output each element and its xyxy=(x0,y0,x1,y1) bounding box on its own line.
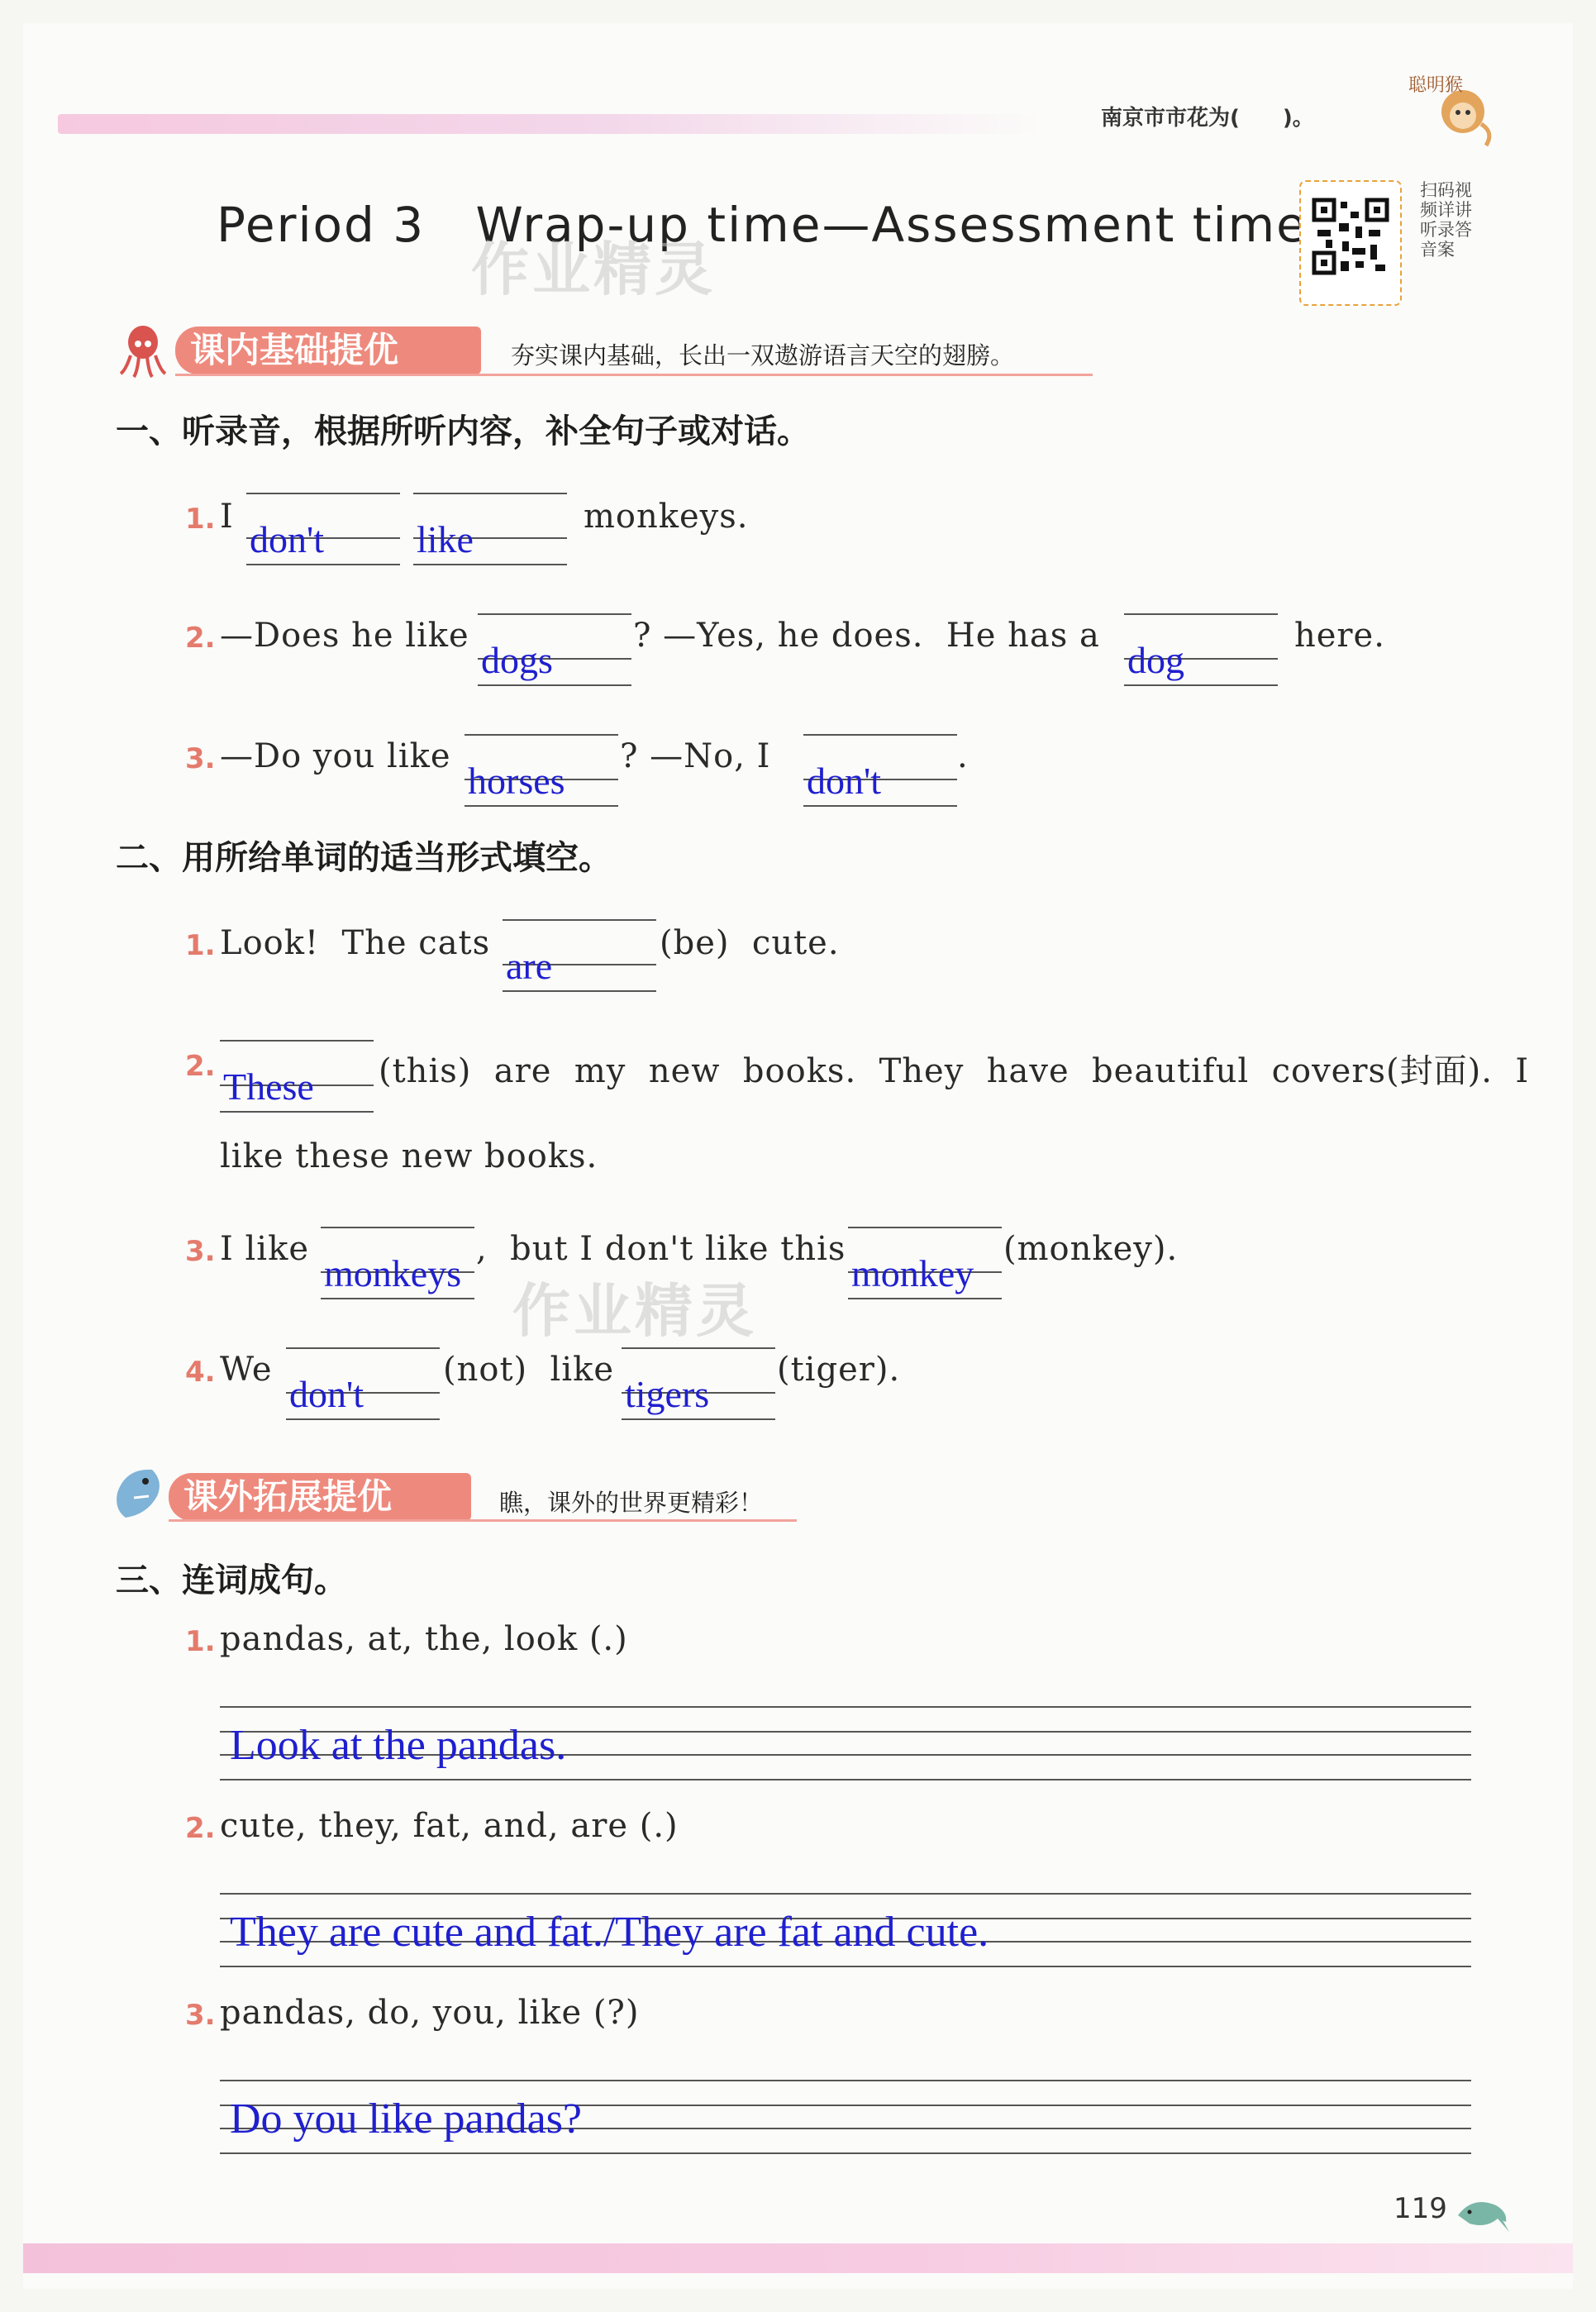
answer-blank[interactable] xyxy=(622,1347,775,1420)
question-number: 2. xyxy=(185,1812,216,1845)
filled-answer: don't xyxy=(807,760,882,802)
question-text: ? —Yes, he does. He has a xyxy=(633,617,1100,655)
question-number: 3. xyxy=(185,1235,216,1268)
filled-answer: don't xyxy=(289,1373,364,1415)
question-text: monkeys. xyxy=(584,498,749,536)
question-text: (not) like xyxy=(443,1351,615,1389)
banner-in-class-underline xyxy=(175,374,1093,376)
question-text: I xyxy=(220,498,234,536)
banner-extension-note: 瞧，课外的世界更精彩！ xyxy=(499,1489,764,1517)
banner-extension: 课外拓展提优 xyxy=(169,1473,471,1521)
squid-mascot-icon xyxy=(114,322,172,380)
writing-lines[interactable] xyxy=(220,2080,1471,2154)
question-number: 2. xyxy=(185,1050,216,1083)
banner-in-class: 课内基础提优 xyxy=(175,327,481,374)
question-text: ? —No, I xyxy=(620,737,771,775)
filled-answer: like xyxy=(417,518,474,560)
writing-lines[interactable] xyxy=(220,1706,1471,1780)
answer-blank[interactable] xyxy=(1124,613,1278,686)
question-number: 2. xyxy=(185,622,216,655)
page-title xyxy=(217,197,1308,253)
filled-answer: dog xyxy=(1127,639,1184,681)
question-text: (this) are my new books. They have beautiful covers(封面). I xyxy=(379,1052,1530,1090)
answer-blank[interactable] xyxy=(321,1227,474,1299)
dolphin-icon xyxy=(1453,2190,1513,2237)
question-text: . xyxy=(957,737,969,775)
title-period: Period 3 xyxy=(217,197,426,253)
filled-answer: monkey xyxy=(851,1252,974,1294)
filled-answer: These xyxy=(223,1065,314,1108)
question-text: here. xyxy=(1294,617,1385,655)
written-answer: They are cute and fat./They are fat and cute. xyxy=(230,1909,989,1956)
filled-answer: are xyxy=(506,945,553,987)
watermark-middle: 作业精灵 xyxy=(512,1277,757,1345)
question-text: (be) cute. xyxy=(660,924,840,962)
question-text: , but I don't like this xyxy=(476,1230,846,1268)
qr-side-text: 扫码视频详讲听录答音案 xyxy=(1420,180,1472,260)
question-number: 1. xyxy=(185,1625,216,1658)
banner-extension-underline xyxy=(169,1519,797,1522)
bottom-decorative-stripe xyxy=(23,2243,1573,2273)
title-main: Wrap-up time—Assessment time xyxy=(475,197,1308,253)
question-text: (tiger). xyxy=(777,1351,901,1389)
filled-answer: don't xyxy=(250,518,325,560)
section-1-title: 一、听录音，根据所听内容，补全句子或对话。 xyxy=(116,412,810,450)
writing-lines[interactable] xyxy=(220,1893,1471,1967)
answer-blank[interactable] xyxy=(478,613,631,686)
top-decorative-stripe xyxy=(58,114,1041,134)
monkey-mascot-icon xyxy=(1405,66,1496,149)
answer-blank[interactable] xyxy=(246,493,400,565)
question-number: 3. xyxy=(185,742,216,775)
question-text: (monkey). xyxy=(1003,1230,1179,1268)
answer-blank[interactable] xyxy=(465,734,618,807)
shark-mascot-icon xyxy=(109,1460,167,1524)
watermark-top: 作业精灵 xyxy=(471,236,716,303)
section-3-title: 三、连词成句。 xyxy=(116,1561,347,1599)
filled-answer: dogs xyxy=(481,639,553,681)
question-number: 4. xyxy=(185,1356,216,1389)
question-text: We xyxy=(220,1351,273,1389)
question-text-continued: like these new books. xyxy=(220,1137,598,1175)
answer-blank[interactable] xyxy=(848,1227,1002,1299)
answer-blank[interactable] xyxy=(286,1347,440,1420)
qr-code-icon[interactable] xyxy=(1299,180,1402,306)
question-prompt: cute, they, fat, and, are (.) xyxy=(220,1807,679,1845)
filled-answer: tigers xyxy=(625,1373,710,1415)
answer-blank[interactable] xyxy=(503,919,656,992)
question-text: Look! The cats xyxy=(220,924,491,962)
question-text: —Does he like xyxy=(220,617,469,655)
question-prompt: pandas, at, the, look (.) xyxy=(220,1620,628,1658)
filled-answer: horses xyxy=(468,760,565,802)
filled-answer: monkeys xyxy=(324,1252,462,1294)
question-text: —Do you like xyxy=(220,737,451,775)
answer-blank[interactable] xyxy=(803,734,957,807)
header-note: 南京市市花为( )。 xyxy=(1101,106,1314,131)
written-answer: Look at the pandas. xyxy=(230,1722,567,1769)
mascot-label: 聪明猴 xyxy=(1408,75,1464,96)
answer-blank[interactable] xyxy=(413,493,567,565)
section-2-title: 二、用所给单词的适当形式填空。 xyxy=(116,839,612,877)
question-number: 3. xyxy=(185,1999,216,2032)
question-prompt: pandas, do, you, like (?) xyxy=(220,1994,640,2032)
written-answer: Do you like pandas? xyxy=(230,2095,583,2143)
page-number: 119 xyxy=(1394,2192,1447,2225)
answer-blank[interactable] xyxy=(220,1040,374,1113)
banner-in-class-note: 夯实课内基础，长出一双遨游语言天空的翅膀。 xyxy=(511,341,1015,369)
question-number: 1. xyxy=(185,929,216,962)
question-number: 1. xyxy=(185,503,216,536)
question-text: I like xyxy=(220,1230,310,1268)
